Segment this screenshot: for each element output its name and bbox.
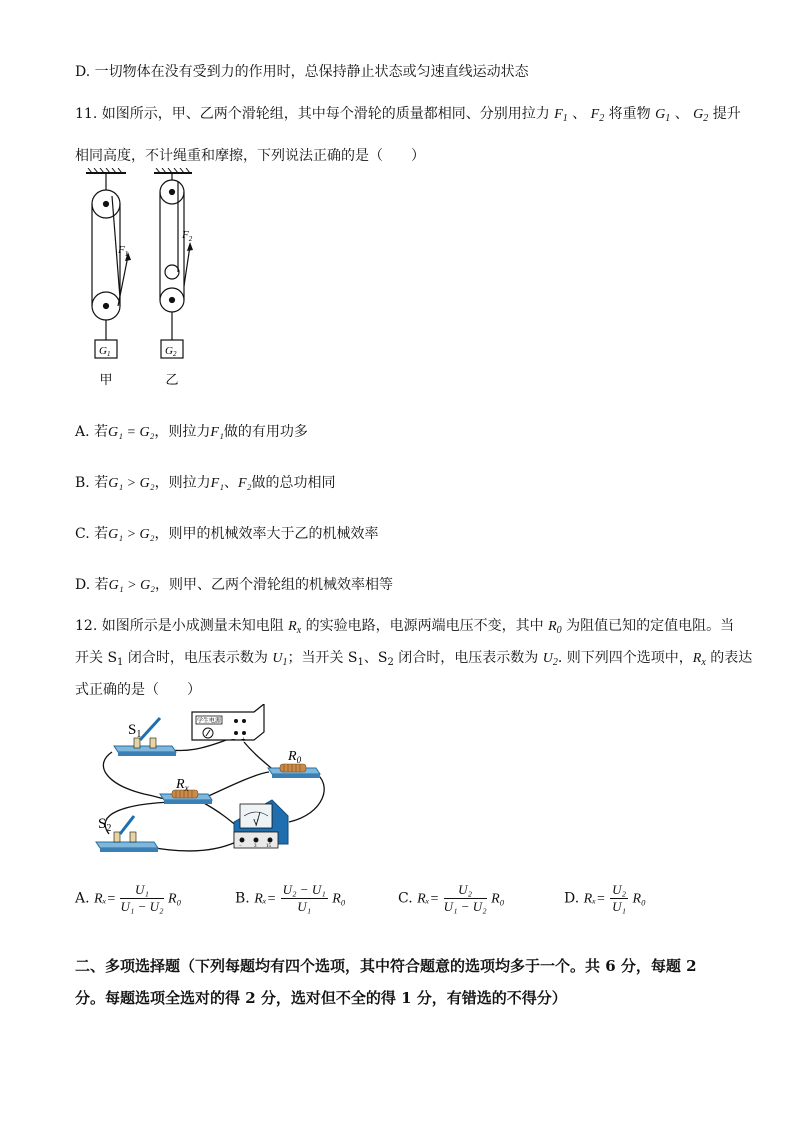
q12-option-b: B. Rₓ= $\frac{\text{U₂ − U₁}}{\text{U₁}}$ R₀ [235, 882, 346, 914]
q12-option-d-fraction: $\frac{\text{U₂}}{\text{U₁}}$ [612, 882, 626, 914]
box-g2-label: G2 [165, 345, 177, 358]
q11-stem-sep1: 、 [572, 106, 587, 122]
power-supply [192, 704, 264, 744]
q11-option-c: C. 若G₁ > G₂，则甲的机械效率大于乙的机械效率 [75, 526, 379, 542]
switch-s1 [114, 718, 176, 756]
pulley-figure [78, 168, 208, 393]
box-g1-label: G1 [99, 345, 111, 358]
q11-g1: $G_1$ [655, 107, 671, 124]
r0-label: $R_0$ [288, 749, 302, 765]
q12-option-d: D. Rₓ= $\frac{\text{U₂}}{\text{U₁}}$ R₀ [564, 882, 646, 914]
rx-label: $R_x$ [176, 777, 189, 793]
resistor-r0 [268, 764, 320, 778]
q11-g2: $G_2$ [693, 107, 709, 124]
figure-f2-label: $F_2$ [182, 229, 193, 243]
s2-label: $S_2$ [98, 816, 112, 834]
q11-f2: $F_2$ [590, 107, 605, 124]
q12-option-a: A. Rₓ= $\frac{\text{U₁}}{\text{U₁ − U₂}}$ R₀ [75, 882, 182, 914]
ceiling-yi [154, 168, 192, 173]
ceiling-jia [86, 168, 126, 173]
meter-terminal-3: 3 [254, 844, 257, 849]
section2-heading-line2: 分。每题选项全选对的得 2 分，选对但不全的得 1 分，有错选的不得分） [75, 989, 567, 1007]
supply-minus: − [231, 735, 236, 744]
pulley-yi [160, 173, 193, 340]
q12-stem-line2: 开关 $S_1$ 闭合时，电压表示数为 $U_1$；当开关 $S_1$、$S_2$ 闭合时，电压表示数为 $U_2$. 则下列四个选项中，$R_x$ 的表达 [75, 650, 753, 668]
q11-stem-line2: 相同高度，不计绳重和摩擦，下列说法正确的是（ ） [75, 148, 425, 164]
q12-stem-line3: 式正确的是（ ） [75, 682, 201, 698]
figure-f1-label: $F_1$ [118, 244, 129, 258]
q12-option-a-fraction: $\frac{\text{U₁}}{\text{U₁ − U₂}}$ [120, 882, 164, 914]
q11-stem-part5: 提升 [712, 106, 741, 122]
supply-plus: + [241, 735, 246, 744]
figure-label-jia: 甲 [99, 372, 113, 387]
q11-option-d: D. 若G₁ > G₂，则甲、乙两个滑轮组的机械效率相等 [75, 577, 394, 593]
meter-terminal-15: 15 [266, 844, 271, 849]
section2-heading-line1: 二、多项选择题（下列每题均有四个选项，其中符合题意的选项均多于一个。共 6 分，每题 2 [75, 957, 697, 975]
figure-label-yi: 乙 [165, 372, 179, 387]
s1-label: $S_1$ [128, 722, 142, 740]
q11-f1: $F_1$ [554, 107, 568, 124]
meter-label: V [253, 818, 259, 827]
supply-label: 学生电源 [197, 718, 222, 725]
meter-terminal-minus: − [239, 844, 242, 849]
q10-option-d: D. 一切物体在没有受到力的作用时，总保持静止状态或匀速直线运动状态 [75, 64, 529, 80]
q11-stem-line1 [75, 104, 741, 129]
q12-stem-line1: 12. 如图所示是小成测量未知电阻 $R_x$ 的实验电路，电源两端电压不变，其中 $R_0$ 为阻值已知的定值电阻。当 [75, 618, 735, 636]
circuit-figure [84, 704, 344, 860]
q11-stem-part3: 将重物 [608, 106, 651, 122]
q11-stem-sep2: 、 [674, 106, 689, 122]
q11-stem-part1: 11. 如图所示，甲、乙两个滑轮组，其中每个滑轮的质量都相同、分别用拉力 [75, 106, 550, 122]
q12-option-c: C. Rₓ= $\frac{\text{U₂}}{\text{U₁ − U₂}}$ R₀ [398, 882, 505, 914]
voltmeter [234, 800, 288, 849]
q12-option-c-fraction: $\frac{\text{U₂}}{\text{U₁ − U₂}}$ [443, 882, 487, 914]
q11-option-b: B. 若G₁ > G₂，则拉力F₁、F₂做的总功相同 [75, 475, 336, 491]
q11-option-a: A. 若G₁ = G₂，则拉力F₁做的有用功多 [75, 424, 308, 440]
q12-option-b-fraction: $\frac{\text{U₂ − U₁}}{\text{U₁}}$ [282, 882, 326, 914]
